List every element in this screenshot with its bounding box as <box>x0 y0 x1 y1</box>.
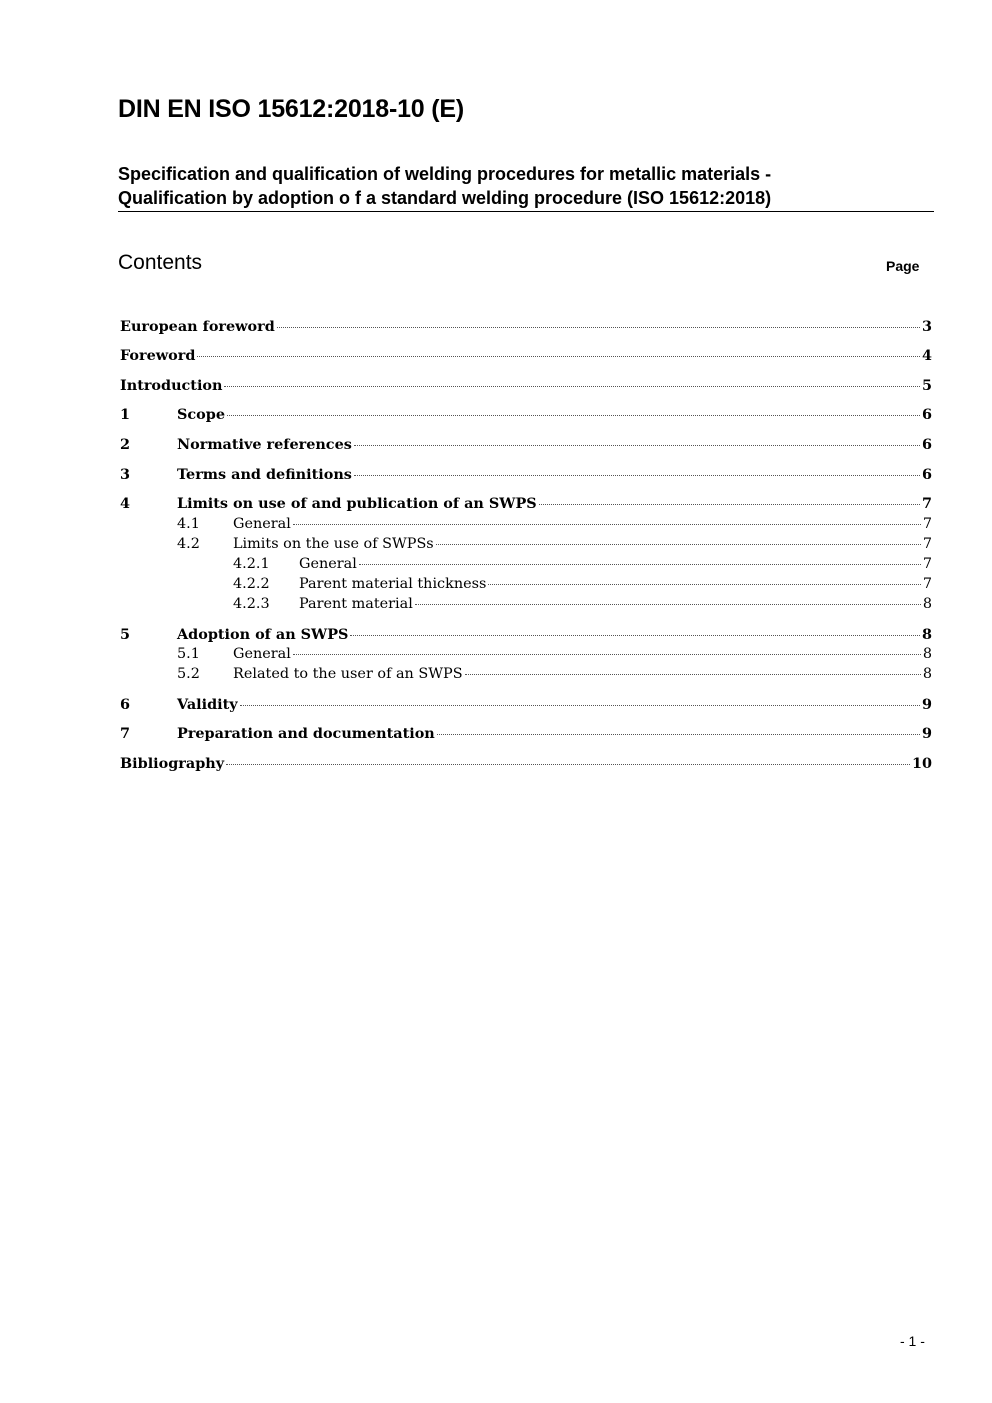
toc-entry-page: 9 <box>921 696 932 713</box>
toc-entry-page: 10 <box>911 755 932 772</box>
toc-entry-page: 3 <box>921 318 932 335</box>
toc-entry-page: 7 <box>922 576 932 592</box>
toc-entry-introduction[interactable] <box>120 377 932 394</box>
dot-leader <box>224 386 920 387</box>
toc-entry-number: 3 <box>120 466 131 483</box>
document-title: DIN EN ISO 15612:2018-10 (E) <box>118 95 464 123</box>
toc-entry-number: 5.2 <box>177 666 200 682</box>
toc-entry-page: 7 <box>922 536 932 552</box>
dot-leader <box>227 415 920 416</box>
dot-leader <box>354 475 920 476</box>
toc-entry-validity[interactable] <box>120 696 932 713</box>
toc-entry-european-foreword[interactable] <box>120 318 932 335</box>
toc-entry-page: 6 <box>921 466 932 483</box>
toc-entry-page: 4 <box>921 347 932 364</box>
toc-entry-limits-on-use[interactable] <box>120 495 932 512</box>
dot-leader <box>293 654 921 655</box>
toc-entry-title: Foreword <box>120 347 196 364</box>
dot-leader <box>240 705 920 706</box>
toc-entry-title: Introduction <box>120 377 223 394</box>
dot-leader <box>354 445 920 446</box>
dot-leader <box>226 764 910 765</box>
toc-entry-4-2-limits-on-use-of-swpss[interactable] <box>120 536 932 552</box>
toc-entry-4-2-1-general[interactable] <box>120 556 932 572</box>
toc-entry-page: 8 <box>921 626 932 643</box>
toc-entry-adoption-of-an-swps[interactable] <box>120 626 932 643</box>
toc-entry-title: Parent material thickness <box>299 576 487 592</box>
toc-entry-title: Related to the user of an SWPS <box>233 666 463 682</box>
toc-entry-page: 8 <box>922 666 932 682</box>
toc-entry-title: Limits on the use of SWPSs <box>233 536 434 552</box>
toc-entry-number: 4.2.2 <box>233 576 270 592</box>
page-column-heading: Page <box>886 258 920 274</box>
toc-entry-title: Normative references <box>177 436 352 453</box>
toc-entry-4-1-general[interactable] <box>120 516 932 532</box>
toc-entry-normative-references[interactable] <box>120 436 932 453</box>
dot-leader <box>293 524 921 525</box>
toc-entry-number: 4.2 <box>177 536 200 552</box>
toc-entry-title: General <box>299 556 357 572</box>
dot-leader <box>415 604 921 605</box>
dot-leader <box>359 564 921 565</box>
subtitle-line-2: Qualification by adoption o f a standard welding procedure (ISO 15612:2018) <box>118 188 772 208</box>
toc-entry-bibliography[interactable] <box>120 755 932 772</box>
toc-entry-scope[interactable] <box>120 406 932 423</box>
toc-entry-title: Adoption of an SWPS <box>177 626 349 643</box>
toc-entry-number: 7 <box>120 725 131 742</box>
toc-entry-number: 5 <box>120 626 131 643</box>
toc-entry-page: 7 <box>922 516 932 532</box>
dot-leader <box>436 544 921 545</box>
toc-entry-preparation-and-documentation[interactable] <box>120 725 932 742</box>
toc-entry-4-2-2-parent-material-thickness[interactable] <box>120 576 932 592</box>
toc-entry-title: Scope <box>177 406 225 423</box>
toc-entry-number: 4 <box>120 495 131 512</box>
toc-entry-title: General <box>233 646 291 662</box>
toc-entry-page: 6 <box>921 436 932 453</box>
dot-leader <box>437 734 920 735</box>
toc-entry-title: Limits on use of and publication of an SWPS <box>177 495 537 512</box>
toc-entry-number: 4.2.3 <box>233 596 270 612</box>
toc-entry-number: 4.1 <box>177 516 200 532</box>
toc-entry-page: 8 <box>922 646 932 662</box>
dot-leader <box>277 327 920 328</box>
subtitle-line-1: Specification and qualification of welding procedures for metallic materials - <box>118 164 772 184</box>
dot-leader <box>350 635 920 636</box>
toc-entry-title: Preparation and documentation <box>177 725 435 742</box>
toc-entry-page: 9 <box>921 725 932 742</box>
dot-leader <box>465 674 921 675</box>
contents-heading: Contents <box>118 251 203 274</box>
toc-entry-foreword[interactable] <box>120 347 932 364</box>
toc-entry-terms-and-definitions[interactable] <box>120 466 932 483</box>
toc-entry-title: Validity <box>177 696 238 713</box>
toc-entry-5-2-related-to-user[interactable] <box>120 666 932 682</box>
toc-entry-number: 4.2.1 <box>233 556 270 572</box>
toc-entry-number: 5.1 <box>177 646 200 662</box>
toc-entry-page: 8 <box>922 596 932 612</box>
toc-entry-5-1-general[interactable] <box>120 646 932 662</box>
dot-leader <box>197 356 920 357</box>
toc-entry-number: 2 <box>120 436 131 453</box>
toc-entry-page: 7 <box>922 556 932 572</box>
toc-entry-page: 6 <box>921 406 932 423</box>
toc-entry-number: 1 <box>120 406 131 423</box>
toc-entry-title: General <box>233 516 291 532</box>
toc-entry-title: Terms and definitions <box>177 466 352 483</box>
toc-entry-page: 5 <box>921 377 932 394</box>
toc-entry-page: 7 <box>921 495 932 512</box>
footer-page-number: - 1 - <box>900 1333 925 1349</box>
toc-entry-title: European foreword <box>120 318 275 335</box>
dot-leader <box>488 584 920 585</box>
dot-leader <box>539 504 920 505</box>
toc-entry-title: Parent material <box>299 596 413 612</box>
document-subtitle <box>118 162 934 212</box>
toc-entry-title: Bibliography <box>120 755 225 772</box>
toc-entry-number: 6 <box>120 696 131 713</box>
toc-entry-4-2-3-parent-material[interactable] <box>120 596 932 612</box>
